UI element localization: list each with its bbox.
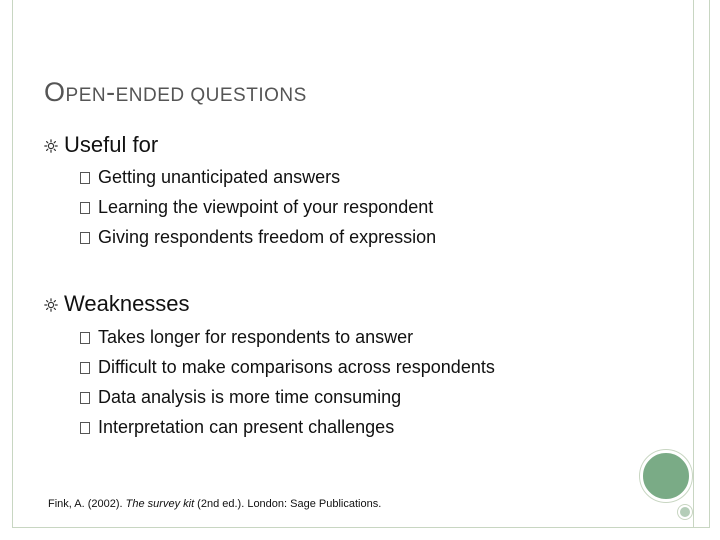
section-heading-weaknesses: Weaknesses [64,291,190,316]
checkbox-bullet-icon [80,202,90,214]
sun-bullet-icon [44,139,58,153]
frame-decoration-line [693,0,694,528]
list-item: Giving respondents freedom of expression [98,227,437,247]
section-heading-useful-for: Useful for [64,132,159,157]
list-item: Data analysis is more time consuming [98,387,402,407]
sun-bullet-icon [44,298,58,312]
list-item: Getting unanticipated answers [98,167,341,187]
checkbox-bullet-icon [80,422,90,434]
checkbox-bullet-icon [80,392,90,404]
decorative-circle-small [678,505,692,519]
citation: Fink, A. (2002). The survey kit (2nd ed.). London: Sage Publications. [48,498,382,510]
decorative-circle-large [640,450,692,502]
list-item: Difficult to make comparisons across respondents [98,357,495,377]
checkbox-bullet-icon [80,172,90,184]
checkbox-bullet-icon [80,232,90,244]
slide-title: OPEN-ENDED QUESTIONS [44,77,307,107]
list-item: Interpretation can present challenges [98,417,395,437]
checkbox-bullet-icon [80,362,90,374]
checkbox-bullet-icon [80,332,90,344]
list-item: Learning the viewpoint of your respondent [98,197,434,217]
list-item: Takes longer for respondents to answer [98,327,414,347]
